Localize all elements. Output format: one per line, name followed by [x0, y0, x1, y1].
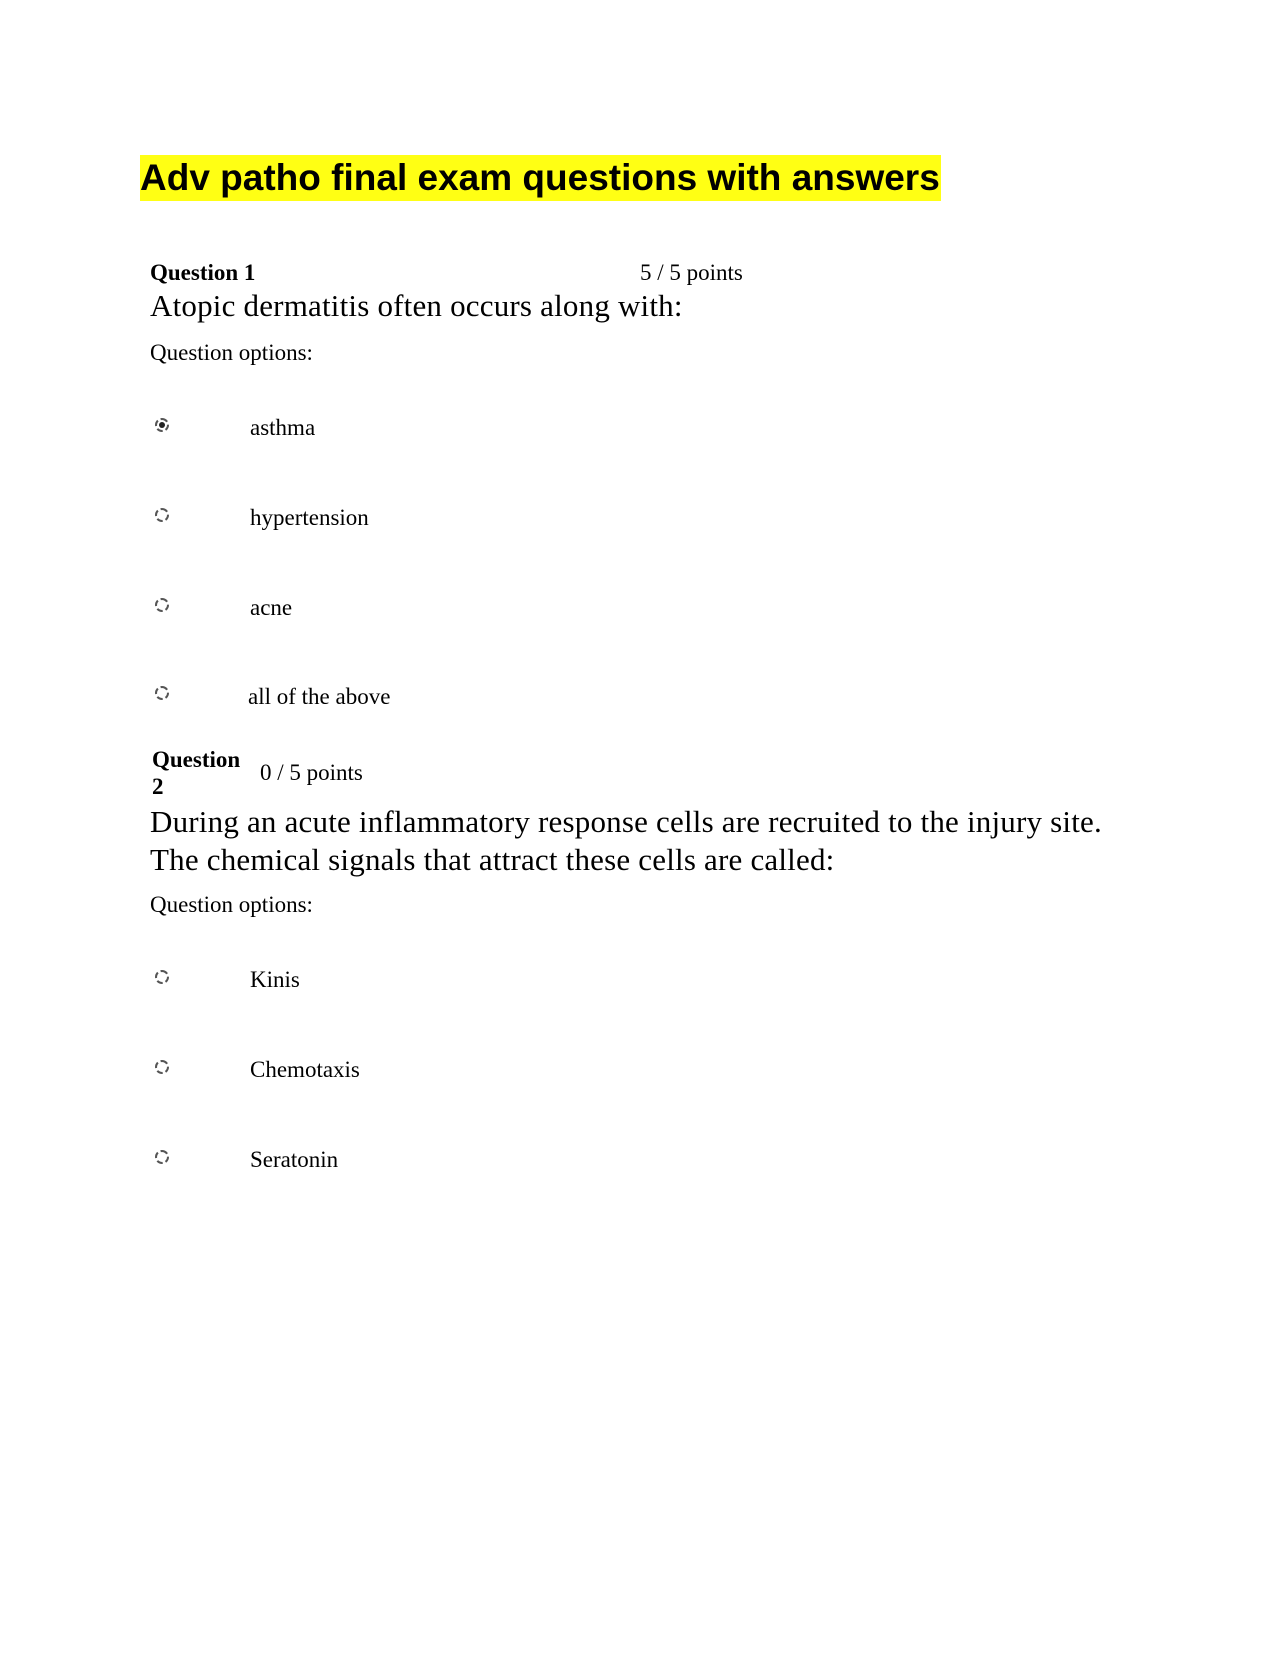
question-1-option-4-radio[interactable]	[155, 686, 169, 700]
question-1-option-1-radio[interactable]	[155, 418, 169, 432]
question-1-options-label: Question options:	[150, 340, 313, 365]
question-1-option-2-radio[interactable]	[155, 508, 169, 522]
question-1-option-1-text: asthma	[250, 415, 316, 440]
question-1-option-3-radio[interactable]	[155, 598, 169, 612]
question-2-label-line1: Question	[152, 747, 241, 772]
question-1-label: Question 1	[150, 260, 256, 285]
question-2-label-line2: 2	[152, 774, 164, 799]
document-title: Adv patho final exam questions with answers	[140, 155, 941, 201]
question-2-text: During an acute inflammatory response cells are recruited to the injury site. The chemical signals that attract these cells are called:	[150, 804, 1102, 877]
question-2-option-2-text: Chemotaxis	[250, 1057, 360, 1082]
question-2-options-label: Question options:	[150, 892, 313, 917]
question-1-option-2-text: hypertension	[250, 505, 369, 530]
question-2-points: 0 / 5 points	[260, 760, 363, 785]
question-1-points: 5 / 5 points	[640, 260, 743, 285]
question-2-option-1-radio[interactable]	[155, 970, 169, 984]
question-2-option-3-radio[interactable]	[155, 1150, 169, 1164]
question-2-label	[152, 746, 252, 800]
question-2-option-3-text: Seratonin	[250, 1147, 339, 1172]
question-2-option-2-radio[interactable]	[155, 1060, 169, 1074]
question-1-text: Atopic dermatitis often occurs along with:	[150, 288, 683, 323]
question-1-option-4-text: all of the above	[248, 684, 391, 709]
question-1-option-3-text: acne	[250, 595, 293, 620]
question-2-option-1-text: Kinis	[250, 967, 300, 992]
